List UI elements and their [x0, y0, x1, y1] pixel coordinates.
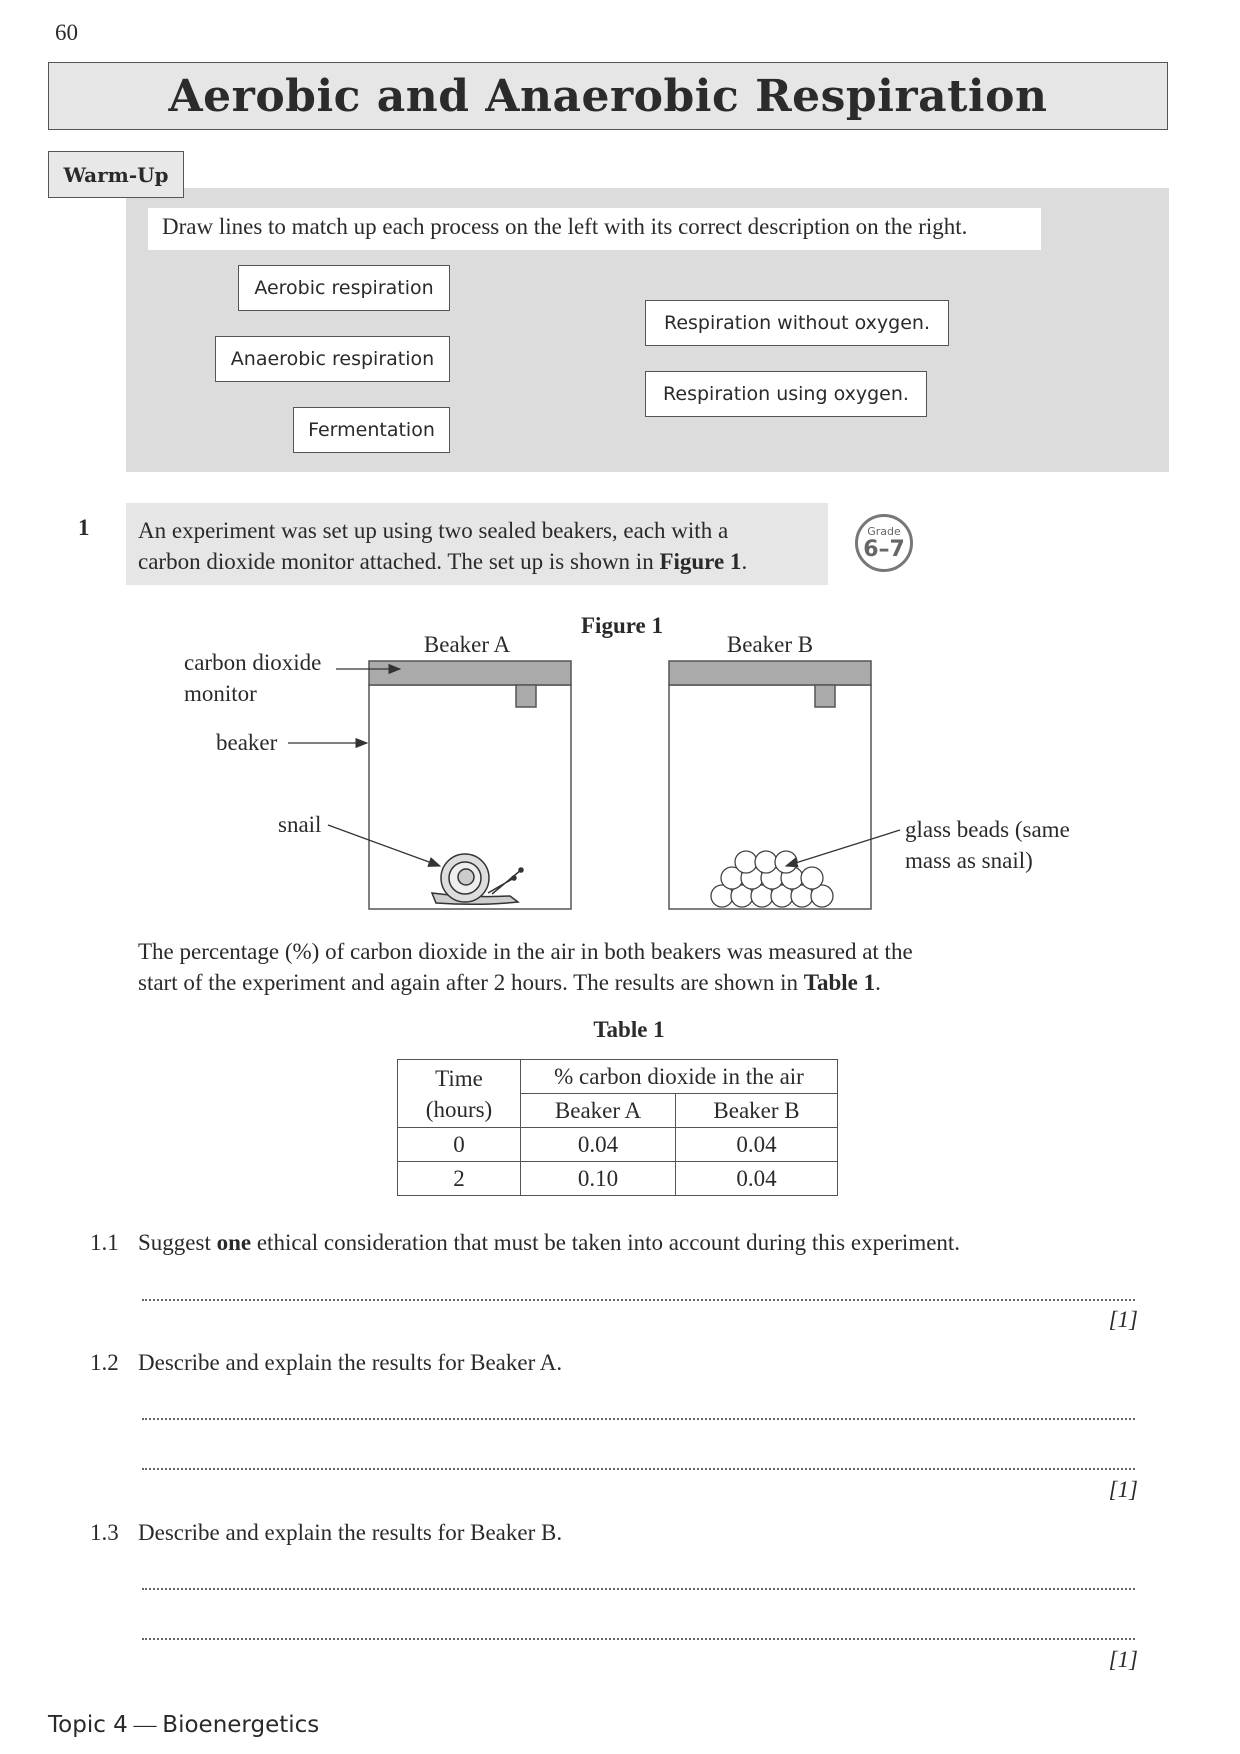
question-intro-line1: An experiment was set up using two sealed beakers, each with a [138, 518, 729, 543]
part-1-1-text-end: ethical consideration that must be taken into account during this experiment. [251, 1230, 961, 1255]
question-intro-line2: carbon dioxide monitor attached. The set up is shown in [138, 549, 660, 574]
part-1-1-emphasis: one [216, 1230, 252, 1255]
warmup-label: Warm-Up [48, 151, 184, 198]
results-paragraph [138, 936, 1038, 998]
description-without-oxygen[interactable]: Respiration without oxygen. [645, 300, 949, 346]
label-snail: snail [278, 812, 322, 837]
grade-range: 6–7 [863, 536, 905, 562]
cell-beaker-a: 0.10 [521, 1162, 676, 1196]
table-row [398, 1128, 838, 1162]
answer-line-1-2a[interactable] [142, 1418, 1135, 1420]
part-1-3-number: 1.3 [90, 1520, 119, 1545]
footer-dash: — [127, 1712, 163, 1737]
figure-reference: Figure 1 [659, 549, 742, 574]
question-intro [126, 503, 828, 585]
label-beaker: beaker [216, 730, 278, 755]
grade-word: Grade [867, 524, 901, 538]
beaker-b-label: Beaker B [726, 632, 814, 657]
footer-topic: Topic 4 [48, 1712, 128, 1738]
results-line2-period: . [875, 970, 881, 995]
time-header-line1: Time [435, 1065, 483, 1091]
beaker-a [369, 661, 571, 909]
column-header-beaker-a: Beaker A [521, 1094, 676, 1128]
page-number: 60 [55, 20, 78, 45]
table-row [398, 1162, 838, 1196]
part-1-1-text-start: Suggest [138, 1230, 217, 1255]
answer-line-1-3a[interactable] [142, 1588, 1135, 1590]
results-line2: start of the experiment and again after 2 hours. The results are shown in [138, 970, 804, 995]
title-banner [48, 62, 1168, 130]
table-reference: Table 1 [803, 970, 876, 995]
question-number: 1 [78, 515, 90, 540]
cell-beaker-b: 0.04 [676, 1128, 838, 1162]
footer [48, 1712, 319, 1738]
column-header-beaker-b: Beaker B [676, 1094, 838, 1128]
cell-beaker-b: 0.04 [676, 1162, 838, 1196]
results-line1: The percentage (%) of carbon dioxide in the air in both beakers was measured at the [138, 939, 913, 964]
label-beads-line1: glass beads (same [905, 817, 1070, 842]
process-anaerobic-respiration[interactable]: Anaerobic respiration [215, 336, 450, 382]
co2-monitor-a [369, 661, 571, 685]
figure-1 [0, 600, 1240, 920]
part-1-2-marks: [1] [1108, 1477, 1138, 1502]
cell-time: 2 [398, 1162, 521, 1196]
part-1-3-marks: [1] [1108, 1647, 1138, 1672]
co2-sensor-b [815, 685, 835, 707]
part-1-3-text: Describe and explain the results for Beaker B. [138, 1520, 563, 1545]
grade-badge [855, 514, 913, 572]
footer-topic-name: Bioenergetics [162, 1712, 320, 1738]
warmup-instruction: Draw lines to match up each process on the left with its correct description on the right. [148, 208, 1041, 250]
part-1-2-text: Describe and explain the results for Beaker A. [138, 1350, 563, 1375]
part-1-1-number: 1.1 [90, 1230, 119, 1255]
time-header [398, 1060, 521, 1128]
time-header-line2: (hours) [425, 1096, 493, 1122]
co2-monitor-b [669, 661, 871, 685]
figure-caption: Figure 1 [581, 613, 663, 638]
label-monitor-line1: carbon dioxide [184, 650, 322, 675]
cell-beaker-a: 0.04 [521, 1128, 676, 1162]
results-table [397, 1059, 838, 1196]
process-fermentation[interactable]: Fermentation [293, 407, 450, 453]
label-beads-line2: mass as snail) [905, 848, 1033, 873]
page-title: Aerobic and Anaerobic Respiration [168, 70, 1048, 122]
question-intro-period: . [741, 549, 748, 574]
table-caption: Table 1 [593, 1017, 665, 1042]
answer-line-1-3b[interactable] [142, 1638, 1135, 1640]
co2-sensor-a [516, 685, 536, 707]
co2-group-header: % carbon dioxide in the air [521, 1060, 838, 1094]
process-aerobic-respiration[interactable]: Aerobic respiration [238, 265, 450, 311]
beaker-b [669, 661, 871, 909]
cell-time: 0 [398, 1128, 521, 1162]
label-monitor-line2: monitor [184, 681, 257, 706]
answer-line-1-2b[interactable] [142, 1468, 1135, 1470]
answer-line-1-1[interactable] [142, 1299, 1135, 1301]
description-using-oxygen[interactable]: Respiration using oxygen. [645, 371, 927, 417]
beaker-a-label: Beaker A [423, 632, 511, 657]
part-1-2-number: 1.2 [90, 1350, 119, 1375]
part-1-1-text [138, 1230, 960, 1256]
part-1-1-marks: [1] [1108, 1307, 1138, 1332]
